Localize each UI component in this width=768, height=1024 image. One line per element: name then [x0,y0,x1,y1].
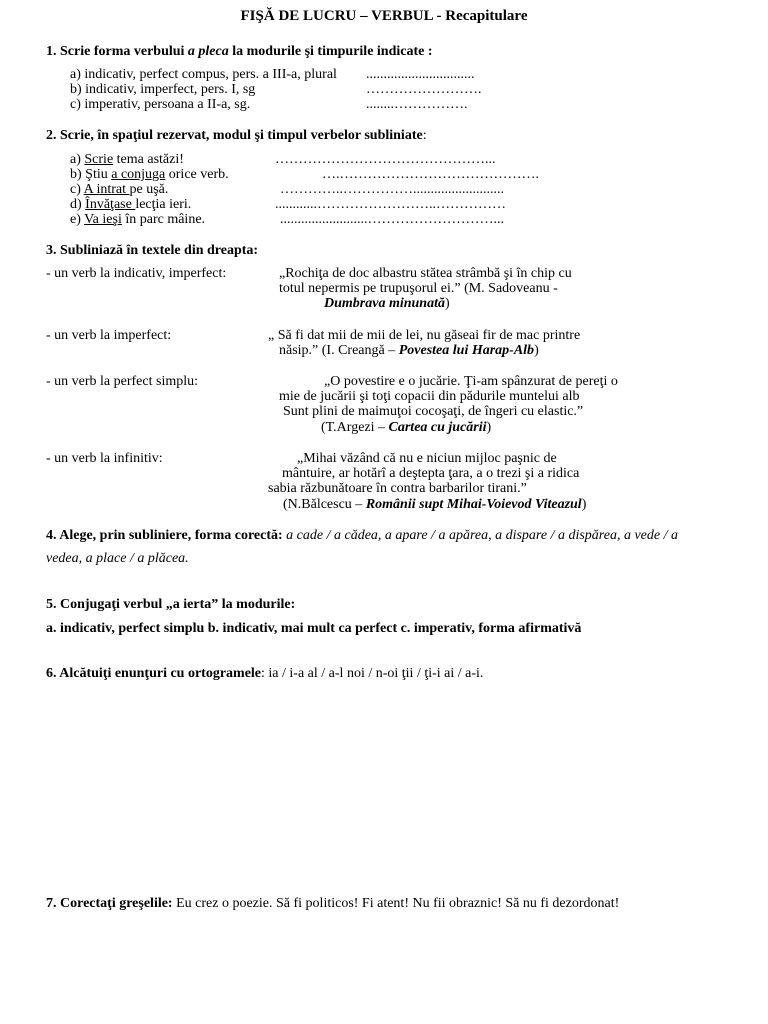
exercise-6-line [46,666,483,682]
ex1-item-b-answer-dots[interactable]: ……………………. [366,82,482,97]
ex1-item-c-label: c) imperativ, persoana a II-a, sg. [70,97,251,112]
ex2-item-a [70,152,184,168]
ex2-item-e-prefix: e) [70,212,85,227]
ex3-item-2-source-pre[interactable]: năsip.” (I. Creangă – [279,343,399,358]
ex3-item-3-source-close: ) [486,420,492,435]
exercise-6-answer-area[interactable] [46,690,726,880]
ex3-item-3-label: - un verb la perfect simplu: [46,374,199,389]
ex2-item-c-prefix: c) [70,182,84,197]
exercise-1-heading-before: Scrie forma verbului [60,44,185,59]
exercise-4-options-line-2[interactable]: vedea, a place / a plăcea. [46,551,189,566]
ex3-item-1-source-close: ) [444,296,450,311]
ex3-item-4-source [283,497,586,513]
exercise-6-orthograms-list: : ia / i-a al / a-l noi / n-oi ţii / ţi-i ai / a-i. [261,666,484,681]
exercise-1-verb: a pleca [187,44,229,59]
ex2-item-b-verb: a conjuga [111,167,166,182]
exercise-1-heading-after: la modurile şi timpurile indicate : [232,44,433,59]
exercise-6-heading: 6. Alcătuiţi enunţuri cu ortogramele [46,666,262,681]
exercise-7-text[interactable]: Eu crez o poezie. Să fi politicos! Fi atent! Nu fii obraznic! Să nu fi dezordonat! [172,896,620,911]
ex3-item-3-text-line-2[interactable]: mie de jucării şi toţi copacii din pădurile muntelui alb [279,389,580,404]
ex3-item-1-label: - un verb la indicativ, imperfect: [46,266,227,281]
ex3-item-1-source-work: Dumbrava minunată [324,296,445,311]
ex2-item-b [70,167,229,183]
ex2-item-e [70,212,205,228]
ex3-item-4-text-line-3[interactable]: sabia răzbunătoare în contra barbarilor tirani.” [268,481,527,496]
ex2-item-e-rest: în parc mâine. [121,212,206,227]
ex2-item-d-answer-dots[interactable]: ............……………………..…………… [275,197,506,212]
exercise-2-heading [46,128,427,144]
ex3-item-3-text-line-3[interactable]: Sunt plini de maimuţoi cocoşaţi, de îngeri cu elastic.” [283,404,584,419]
exercise-4-line-1 [46,528,678,544]
ex2-item-b-answer-dots[interactable]: ….……………………………………. [322,167,539,182]
ex3-item-3-source-pre: (T.Argezi – [321,420,389,435]
ex3-item-4-source-close: ) [581,497,587,512]
exercise-7-line [46,896,619,912]
exercise-5-heading-pre: 5. Conjugaţi verbul [46,597,166,612]
ex2-item-b-prefix: b) Ştiu [70,167,112,182]
ex3-item-3-text-line-1[interactable]: „O povestire e o jucărie. Ţi-am spânzurat de pereţi o [324,374,618,389]
ex2-item-a-verb: Scrie [84,152,114,167]
exercise-1-heading [46,44,433,60]
ex1-item-a-label: a) indicativ, perfect compus, pers. a III-a, plural [70,67,337,82]
exercise-7-heading: 7. Corectaţi greşelile: [46,896,173,911]
exercise-5-heading-post: la modurile: [218,597,296,612]
ex2-item-c-answer-dots[interactable]: …………..…………….......................... [280,182,504,197]
ex2-item-a-answer-dots[interactable]: ………………………………………... [275,152,496,167]
exercise-4-heading: 4. Alege, prin subliniere, forma corectă: [46,528,283,543]
ex3-item-2-text-line-1[interactable]: „ Să fi dat mii de mii de lei, nu găseai fir de mac printre [268,328,581,343]
exercise-1-number: 1. [46,44,57,59]
ex3-item-1-text-line-2[interactable]: totul nepermis pe trupuşorul ei.” (M. Sadoveanu - [279,281,558,296]
ex3-item-4-text-line-2[interactable]: mântuire, ar hotărî a deştepta ţara, a o trezi şi a ridica [282,466,580,481]
ex3-item-1-text-line-1[interactable]: „Rochiţa de doc albastru stătea strâmbă şi în chip cu [279,266,572,281]
ex2-item-d-rest: lecţia ieri. [135,197,192,212]
ex3-item-4-source-pre: (N.Bălcescu – [283,497,366,512]
exercise-5-heading [46,597,295,613]
ex1-item-c-answer-dots[interactable]: ........……………. [366,97,468,112]
ex2-item-d [70,197,191,213]
ex2-item-a-prefix: a) [70,152,85,167]
ex2-item-a-rest: tema astăzi! [113,152,184,167]
ex2-item-c-rest: pe uşă. [129,182,169,197]
ex3-item-3-source [321,420,491,436]
exercise-2-heading-colon: : [422,128,427,143]
ex2-item-d-verb: Învăţase [85,197,136,212]
ex2-item-b-rest: orice verb. [165,167,229,182]
ex3-item-2-source-close: ) [534,343,539,358]
page-title: FIŞĂ DE LUCRU – VERBUL - Recapitulare [240,8,528,24]
exercise-4-options-line-1[interactable]: a cade / a cădea, a apare / a apărea, a dispare / a dispărea, a vede / a [282,528,678,543]
exercise-2-heading-text: 2. Scrie, în spaţiul rezervat, modul şi timpul verbelor subliniate [46,128,423,143]
exercise-5-modes: a. indicativ, perfect simplu b. indicativ, mai mult ca perfect c. imperativ, forma afirmativă [46,621,582,636]
exercise-3-heading: 3. Subliniază în textele din dreapta: [46,243,259,258]
ex2-item-c [70,182,168,198]
ex2-item-e-verb: Va ieşi [84,212,122,227]
ex1-item-b-label: b) indicativ, imperfect, pers. I, sg [70,82,256,97]
ex2-item-e-answer-dots[interactable]: .........................………………………... [280,212,504,227]
ex2-item-d-prefix: d) [70,197,86,212]
ex3-item-1-source [324,296,450,312]
ex3-item-4-text-line-1[interactable]: „Mihai văzând că nu e niciun mijloc paşnic de [297,451,557,466]
ex3-item-2-label: - un verb la imperfect: [46,328,172,343]
ex3-item-4-label: - un verb la infinitiv: [46,451,163,466]
exercise-5-verb: „a ierta” [165,597,219,612]
ex3-item-2-source [279,343,539,359]
ex3-item-2-source-work: Povestea lui Harap-Alb [398,343,535,358]
ex3-item-3-source-work: Cartea cu jucării [388,420,487,435]
ex2-item-c-verb: A intrat [83,182,130,197]
ex1-item-a-answer-dots[interactable]: ............................... [366,67,475,82]
ex3-item-4-source-work: Românii supt Mihai-Voievod Viteazul [365,497,582,512]
